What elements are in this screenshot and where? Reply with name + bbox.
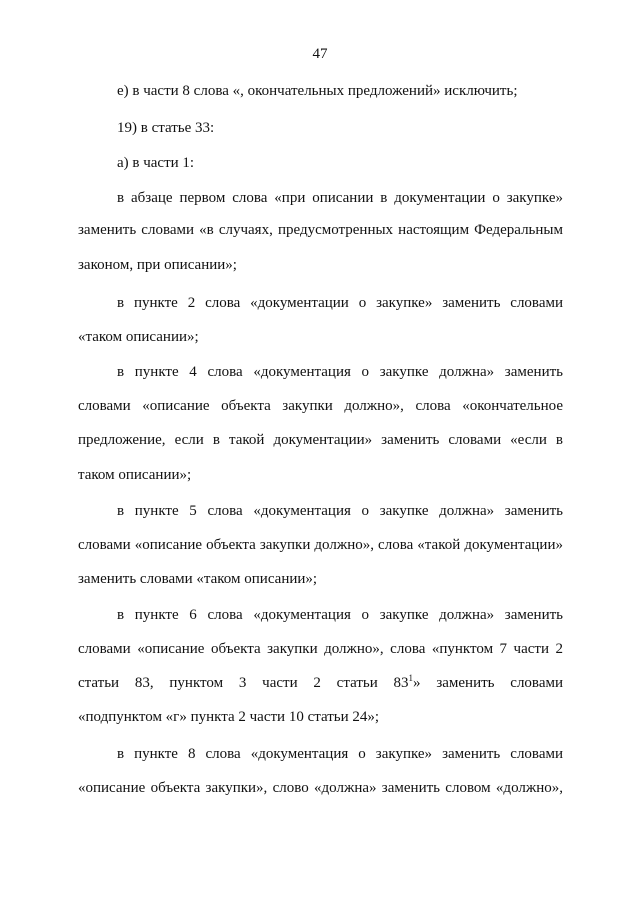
text-line: в пункте 4 слова «документация о закупке должна» заменить [117, 364, 563, 380]
text-line: в пункте 5 слова «документация о закупке должна» заменить [117, 503, 563, 519]
text-line: в пункте 8 слова «документация о закупке» заменить словами [117, 746, 563, 762]
text-line: заменить словами «таком описании»; [78, 571, 318, 587]
text-line: словами «описание объекта закупки должно», слова «пунктом 7 части 2 [78, 641, 563, 657]
text-line: е) в части 8 слова «, окончательных предложений» исключить; [117, 83, 518, 99]
text-segment: статьи 83, пунктом 3 части 2 статьи 83 [78, 675, 409, 691]
superscript: 1 [408, 673, 414, 683]
text-line: законом, при описании»; [78, 257, 237, 273]
text-line: а) в части 1: [117, 155, 195, 171]
text-line: таком описании»; [78, 467, 192, 483]
text-segment: » заменить словами [413, 675, 563, 691]
text-line: словами «описание объекта закупки должно», слова «окончательное [78, 398, 563, 414]
text-line: в абзаце первом слова «при описании в документации о закупке» [117, 190, 563, 206]
text-line: 19) в статье 33: [117, 120, 215, 136]
text-line: в пункте 6 слова «документация о закупке должна» заменить [117, 607, 563, 623]
text-line: «таком описании»; [78, 329, 199, 345]
page-number: 47 [312, 46, 328, 62]
text-line-with-superscript [78, 674, 563, 692]
text-line: заменить словами «в случаях, предусмотренных настоящим Федеральным [78, 222, 563, 238]
text-line: словами «описание объекта закупки должно», слова «такой документации» [78, 537, 563, 553]
text-line: «подпунктом «г» пункта 2 части 10 статьи 24»; [78, 709, 380, 725]
text-line: предложение, если в такой документации» заменить словами «если в [78, 432, 563, 448]
text-line: «описание объекта закупки», слово «должна» заменить словом «должно», [78, 780, 563, 796]
text-line: в пункте 2 слова «документации о закупке» заменить словами [117, 295, 563, 311]
